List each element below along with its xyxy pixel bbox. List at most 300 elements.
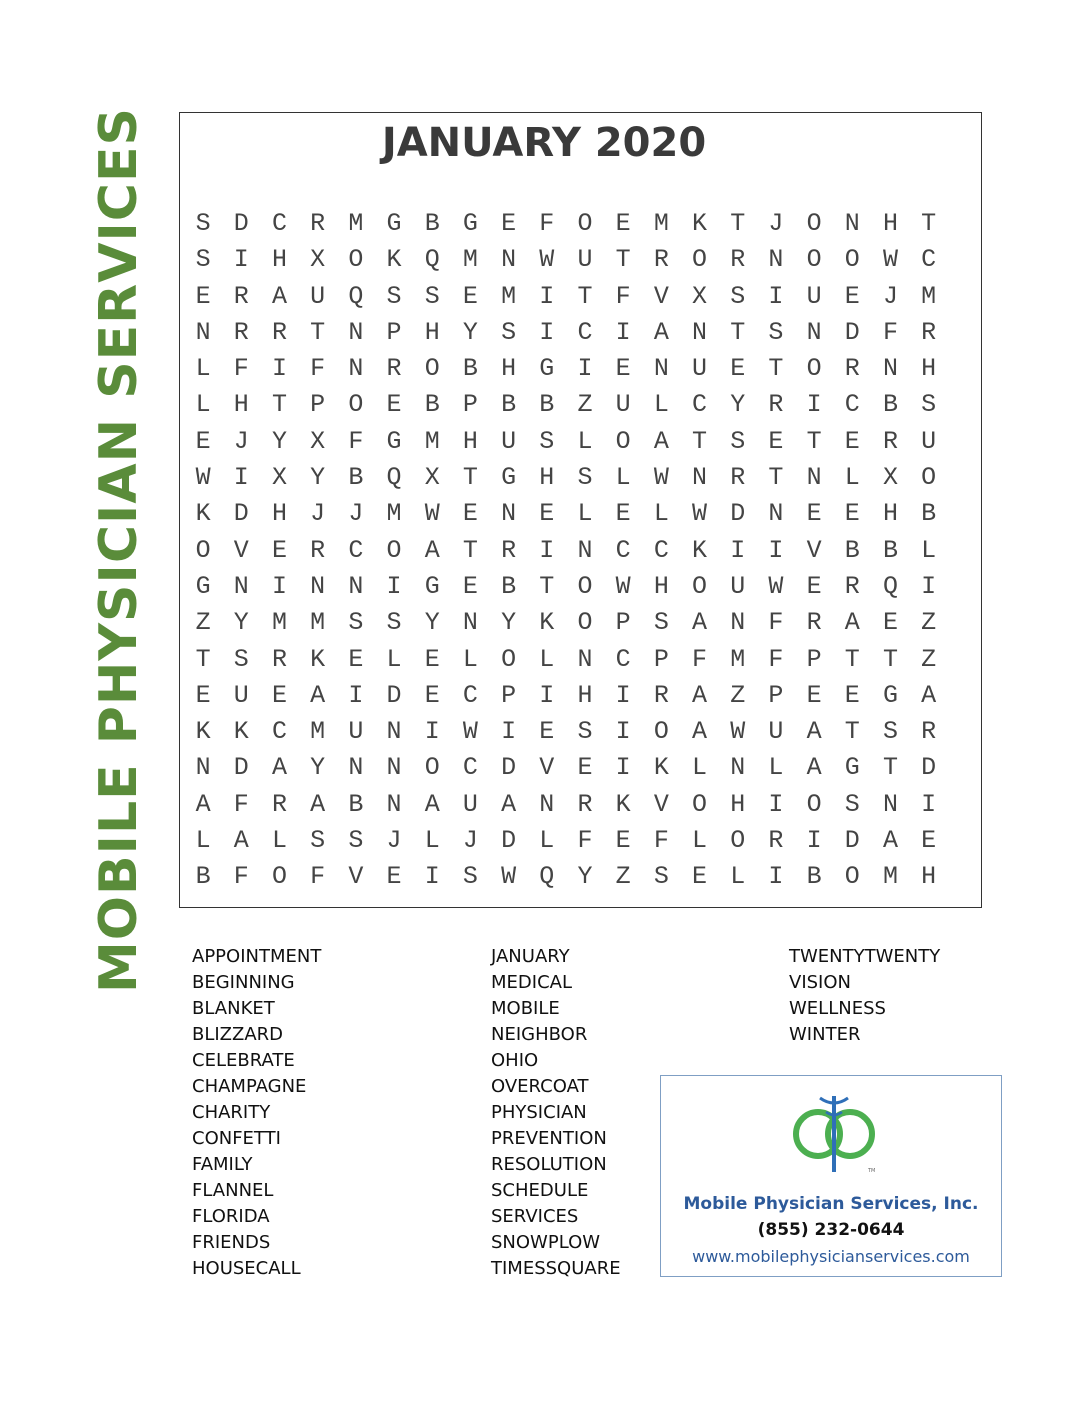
grid-letter[interactable]: R: [921, 717, 937, 747]
grid-letter[interactable]: U: [615, 390, 631, 420]
grid-letter[interactable]: N: [348, 753, 364, 783]
grid-letter[interactable]: D: [844, 826, 860, 856]
grid-letter[interactable]: T: [615, 245, 631, 275]
grid-letter[interactable]: N: [501, 245, 517, 275]
grid-letter[interactable]: Z: [615, 862, 631, 892]
grid-letter[interactable]: O: [844, 245, 860, 275]
grid-letter[interactable]: I: [539, 535, 555, 565]
grid-letter[interactable]: W: [462, 717, 478, 747]
grid-letter[interactable]: B: [348, 463, 364, 493]
grid-letter[interactable]: D: [501, 753, 517, 783]
grid-letter[interactable]: D: [233, 499, 249, 529]
grid-letter[interactable]: E: [462, 499, 478, 529]
grid-letter[interactable]: M: [386, 499, 402, 529]
grid-letter[interactable]: D: [233, 209, 249, 238]
grid-letter[interactable]: I: [806, 826, 822, 856]
grid-letter[interactable]: A: [692, 717, 708, 747]
grid-letter[interactable]: N: [539, 789, 555, 819]
grid-letter[interactable]: R: [730, 245, 746, 275]
grid-letter[interactable]: B: [462, 354, 478, 384]
grid-letter[interactable]: H: [501, 354, 517, 384]
grid-letter[interactable]: T: [692, 426, 708, 456]
grid-letter[interactable]: W: [692, 499, 708, 529]
grid-letter[interactable]: N: [730, 753, 746, 783]
grid-letter[interactable]: U: [310, 281, 326, 311]
grid-letter[interactable]: I: [539, 281, 555, 311]
grid-letter[interactable]: L: [921, 535, 937, 565]
grid-letter[interactable]: T: [806, 426, 822, 456]
grid-letter[interactable]: N: [195, 317, 211, 347]
grid-letter[interactable]: O: [271, 862, 287, 892]
grid-letter[interactable]: W: [730, 717, 746, 747]
grid-letter[interactable]: E: [692, 862, 708, 892]
grid-letter[interactable]: B: [195, 862, 211, 892]
grid-letter[interactable]: U: [577, 245, 593, 275]
grid-letter[interactable]: O: [844, 862, 860, 892]
grid-letter[interactable]: A: [233, 826, 249, 856]
grid-letter[interactable]: O: [653, 717, 669, 747]
grid-letter[interactable]: Y: [424, 608, 440, 638]
grid-letter[interactable]: O: [692, 571, 708, 601]
grid-letter[interactable]: K: [692, 535, 708, 565]
grid-letter[interactable]: I: [424, 717, 440, 747]
grid-letter[interactable]: C: [271, 717, 287, 747]
grid-letter[interactable]: A: [501, 789, 517, 819]
grid-letter[interactable]: C: [348, 535, 364, 565]
grid-letter[interactable]: W: [501, 862, 517, 892]
grid-letter[interactable]: E: [539, 717, 555, 747]
grid-letter[interactable]: T: [271, 390, 287, 420]
grid-letter[interactable]: B: [539, 390, 555, 420]
grid-letter[interactable]: X: [882, 463, 898, 493]
grid-letter[interactable]: I: [615, 717, 631, 747]
grid-letter[interactable]: F: [539, 209, 555, 238]
grid-letter[interactable]: G: [424, 571, 440, 601]
grid-letter[interactable]: N: [844, 209, 860, 238]
grid-letter[interactable]: Z: [577, 390, 593, 420]
grid-letter[interactable]: R: [271, 789, 287, 819]
grid-letter[interactable]: W: [882, 245, 898, 275]
grid-letter[interactable]: W: [195, 463, 211, 493]
grid-letter[interactable]: B: [882, 535, 898, 565]
grid-letter[interactable]: F: [577, 826, 593, 856]
grid-letter[interactable]: P: [501, 680, 517, 710]
grid-letter[interactable]: L: [462, 644, 478, 674]
grid-letter[interactable]: C: [615, 644, 631, 674]
grid-letter[interactable]: G: [195, 571, 211, 601]
grid-letter[interactable]: T: [768, 354, 784, 384]
grid-letter[interactable]: Y: [501, 608, 517, 638]
grid-letter[interactable]: G: [386, 209, 402, 238]
grid-letter[interactable]: A: [310, 680, 326, 710]
grid-letter[interactable]: S: [195, 209, 211, 238]
grid-letter[interactable]: G: [539, 354, 555, 384]
grid-letter[interactable]: B: [921, 499, 937, 529]
grid-letter[interactable]: S: [882, 717, 898, 747]
grid-letter[interactable]: W: [539, 245, 555, 275]
grid-letter[interactable]: A: [921, 680, 937, 710]
grid-letter[interactable]: G: [386, 426, 402, 456]
grid-letter[interactable]: P: [462, 390, 478, 420]
grid-letter[interactable]: K: [195, 499, 211, 529]
grid-letter[interactable]: A: [882, 826, 898, 856]
grid-letter[interactable]: Z: [195, 608, 211, 638]
grid-letter[interactable]: L: [195, 390, 211, 420]
grid-letter[interactable]: O: [195, 535, 211, 565]
grid-letter[interactable]: H: [921, 354, 937, 384]
grid-letter[interactable]: E: [844, 499, 860, 529]
grid-letter[interactable]: Z: [921, 608, 937, 638]
grid-letter[interactable]: R: [882, 426, 898, 456]
grid-letter[interactable]: I: [806, 390, 822, 420]
grid-letter[interactable]: T: [577, 281, 593, 311]
grid-letter[interactable]: L: [577, 499, 593, 529]
grid-letter[interactable]: R: [233, 281, 249, 311]
grid-letter[interactable]: C: [462, 753, 478, 783]
grid-letter[interactable]: B: [501, 390, 517, 420]
grid-letter[interactable]: W: [768, 571, 784, 601]
grid-letter[interactable]: E: [501, 209, 517, 238]
grid-letter[interactable]: L: [539, 826, 555, 856]
grid-letter[interactable]: R: [577, 789, 593, 819]
grid-letter[interactable]: I: [501, 717, 517, 747]
grid-letter[interactable]: E: [271, 680, 287, 710]
grid-letter[interactable]: W: [653, 463, 669, 493]
grid-letter[interactable]: N: [233, 571, 249, 601]
grid-letter[interactable]: I: [615, 680, 631, 710]
grid-letter[interactable]: E: [921, 826, 937, 856]
grid-letter[interactable]: E: [615, 354, 631, 384]
grid-letter[interactable]: N: [386, 789, 402, 819]
grid-letter[interactable]: S: [310, 826, 326, 856]
grid-letter[interactable]: E: [844, 680, 860, 710]
grid-letter[interactable]: V: [653, 789, 669, 819]
grid-letter[interactable]: N: [882, 354, 898, 384]
grid-letter[interactable]: Y: [462, 317, 478, 347]
grid-letter[interactable]: H: [921, 862, 937, 892]
grid-letter[interactable]: F: [233, 354, 249, 384]
grid-letter[interactable]: Z: [730, 680, 746, 710]
grid-letter[interactable]: Z: [921, 644, 937, 674]
grid-letter[interactable]: S: [844, 789, 860, 819]
grid-letter[interactable]: H: [577, 680, 593, 710]
grid-letter[interactable]: G: [501, 463, 517, 493]
grid-letter[interactable]: F: [233, 789, 249, 819]
grid-letter[interactable]: V: [233, 535, 249, 565]
grid-letter[interactable]: E: [386, 390, 402, 420]
grid-letter[interactable]: R: [233, 317, 249, 347]
grid-letter[interactable]: R: [806, 608, 822, 638]
grid-letter[interactable]: Y: [310, 463, 326, 493]
grid-letter[interactable]: N: [348, 354, 364, 384]
grid-letter[interactable]: E: [462, 281, 478, 311]
grid-letter[interactable]: X: [271, 463, 287, 493]
grid-letter[interactable]: S: [653, 862, 669, 892]
grid-letter[interactable]: I: [348, 680, 364, 710]
grid-letter[interactable]: C: [462, 680, 478, 710]
grid-letter[interactable]: C: [844, 390, 860, 420]
grid-letter[interactable]: F: [233, 862, 249, 892]
grid-letter[interactable]: C: [615, 535, 631, 565]
grid-letter[interactable]: K: [615, 789, 631, 819]
grid-letter[interactable]: H: [653, 571, 669, 601]
grid-letter[interactable]: E: [730, 354, 746, 384]
grid-letter[interactable]: D: [730, 499, 746, 529]
grid-letter[interactable]: T: [462, 535, 478, 565]
grid-letter[interactable]: K: [386, 245, 402, 275]
grid-letter[interactable]: S: [577, 717, 593, 747]
grid-letter[interactable]: L: [424, 826, 440, 856]
grid-letter[interactable]: I: [921, 789, 937, 819]
grid-letter[interactable]: G: [844, 753, 860, 783]
grid-letter[interactable]: I: [539, 317, 555, 347]
grid-letter[interactable]: S: [386, 608, 402, 638]
grid-letter[interactable]: S: [921, 390, 937, 420]
grid-letter[interactable]: N: [768, 245, 784, 275]
grid-letter[interactable]: E: [386, 862, 402, 892]
grid-letter[interactable]: T: [730, 209, 746, 238]
grid-letter[interactable]: T: [882, 753, 898, 783]
grid-letter[interactable]: Q: [539, 862, 555, 892]
grid-letter[interactable]: N: [806, 463, 822, 493]
grid-letter[interactable]: E: [615, 499, 631, 529]
grid-letter[interactable]: E: [271, 535, 287, 565]
grid-letter[interactable]: R: [921, 317, 937, 347]
grid-letter[interactable]: O: [386, 535, 402, 565]
grid-letter[interactable]: Y: [577, 862, 593, 892]
grid-letter[interactable]: O: [806, 245, 822, 275]
grid-letter[interactable]: N: [692, 463, 708, 493]
grid-letter[interactable]: T: [539, 571, 555, 601]
grid-letter[interactable]: L: [692, 753, 708, 783]
grid-letter[interactable]: R: [310, 209, 326, 238]
grid-letter[interactable]: S: [730, 281, 746, 311]
grid-letter[interactable]: T: [730, 317, 746, 347]
grid-letter[interactable]: N: [462, 608, 478, 638]
grid-letter[interactable]: S: [424, 281, 440, 311]
grid-letter[interactable]: R: [386, 354, 402, 384]
grid-letter[interactable]: R: [844, 571, 860, 601]
grid-letter[interactable]: L: [653, 499, 669, 529]
grid-letter[interactable]: E: [424, 644, 440, 674]
grid-letter[interactable]: E: [844, 281, 860, 311]
company-website-link[interactable]: www.mobilephysicianservices.com: [692, 1247, 970, 1266]
grid-letter[interactable]: M: [310, 608, 326, 638]
grid-letter[interactable]: V: [653, 281, 669, 311]
grid-letter[interactable]: M: [424, 426, 440, 456]
grid-letter[interactable]: F: [653, 826, 669, 856]
grid-letter[interactable]: N: [501, 499, 517, 529]
grid-letter[interactable]: I: [424, 862, 440, 892]
grid-letter[interactable]: P: [310, 390, 326, 420]
grid-letter[interactable]: D: [233, 753, 249, 783]
grid-letter[interactable]: M: [730, 644, 746, 674]
grid-letter[interactable]: R: [271, 644, 287, 674]
grid-letter[interactable]: J: [768, 209, 784, 238]
grid-letter[interactable]: U: [233, 680, 249, 710]
grid-letter[interactable]: O: [424, 354, 440, 384]
grid-letter[interactable]: A: [195, 789, 211, 819]
grid-letter[interactable]: S: [653, 608, 669, 638]
grid-letter[interactable]: O: [806, 354, 822, 384]
grid-letter[interactable]: O: [921, 463, 937, 493]
grid-letter[interactable]: U: [806, 281, 822, 311]
grid-letter[interactable]: E: [348, 644, 364, 674]
grid-letter[interactable]: T: [882, 644, 898, 674]
grid-letter[interactable]: Y: [310, 753, 326, 783]
grid-letter[interactable]: S: [348, 608, 364, 638]
grid-letter[interactable]: U: [692, 354, 708, 384]
grid-letter[interactable]: O: [348, 245, 364, 275]
grid-letter[interactable]: L: [653, 390, 669, 420]
grid-letter[interactable]: D: [501, 826, 517, 856]
grid-letter[interactable]: P: [386, 317, 402, 347]
grid-letter[interactable]: M: [348, 209, 364, 238]
grid-letter[interactable]: U: [501, 426, 517, 456]
grid-letter[interactable]: O: [615, 426, 631, 456]
grid-letter[interactable]: L: [271, 826, 287, 856]
grid-letter[interactable]: Q: [348, 281, 364, 311]
grid-letter[interactable]: F: [692, 644, 708, 674]
grid-letter[interactable]: S: [233, 644, 249, 674]
grid-letter[interactable]: O: [730, 826, 746, 856]
grid-letter[interactable]: L: [768, 753, 784, 783]
grid-letter[interactable]: M: [271, 608, 287, 638]
grid-letter[interactable]: K: [692, 209, 708, 238]
grid-letter[interactable]: O: [501, 644, 517, 674]
grid-letter[interactable]: I: [539, 680, 555, 710]
grid-letter[interactable]: H: [271, 499, 287, 529]
grid-letter[interactable]: A: [310, 789, 326, 819]
grid-letter[interactable]: S: [501, 317, 517, 347]
grid-letter[interactable]: K: [310, 644, 326, 674]
grid-letter[interactable]: T: [310, 317, 326, 347]
grid-letter[interactable]: E: [882, 608, 898, 638]
grid-letter[interactable]: R: [768, 826, 784, 856]
grid-letter[interactable]: I: [768, 281, 784, 311]
grid-letter[interactable]: J: [462, 826, 478, 856]
grid-letter[interactable]: M: [921, 281, 937, 311]
grid-letter[interactable]: R: [730, 463, 746, 493]
grid-letter[interactable]: I: [768, 789, 784, 819]
grid-letter[interactable]: H: [882, 209, 898, 238]
grid-letter[interactable]: A: [692, 680, 708, 710]
grid-letter[interactable]: P: [768, 680, 784, 710]
grid-letter[interactable]: V: [539, 753, 555, 783]
grid-letter[interactable]: U: [348, 717, 364, 747]
grid-letter[interactable]: C: [692, 390, 708, 420]
grid-letter[interactable]: V: [348, 862, 364, 892]
grid-letter[interactable]: F: [768, 644, 784, 674]
grid-letter[interactable]: I: [768, 862, 784, 892]
grid-letter[interactable]: L: [386, 644, 402, 674]
grid-letter[interactable]: L: [195, 826, 211, 856]
grid-letter[interactable]: I: [271, 354, 287, 384]
grid-letter[interactable]: M: [501, 281, 517, 311]
grid-letter[interactable]: F: [882, 317, 898, 347]
grid-letter[interactable]: A: [653, 426, 669, 456]
grid-letter[interactable]: U: [768, 717, 784, 747]
grid-letter[interactable]: A: [844, 608, 860, 638]
grid-letter[interactable]: F: [615, 281, 631, 311]
grid-letter[interactable]: I: [233, 245, 249, 275]
grid-letter[interactable]: E: [195, 426, 211, 456]
grid-letter[interactable]: J: [882, 281, 898, 311]
grid-letter[interactable]: K: [539, 608, 555, 638]
grid-letter[interactable]: J: [386, 826, 402, 856]
grid-letter[interactable]: U: [462, 789, 478, 819]
grid-letter[interactable]: V: [806, 535, 822, 565]
grid-letter[interactable]: D: [386, 680, 402, 710]
grid-letter[interactable]: B: [806, 862, 822, 892]
grid-letter[interactable]: H: [730, 789, 746, 819]
grid-letter[interactable]: I: [768, 535, 784, 565]
grid-letter[interactable]: E: [577, 753, 593, 783]
grid-letter[interactable]: L: [844, 463, 860, 493]
grid-letter[interactable]: A: [806, 753, 822, 783]
grid-letter[interactable]: N: [577, 644, 593, 674]
grid-letter[interactable]: F: [310, 862, 326, 892]
grid-letter[interactable]: E: [806, 571, 822, 601]
grid-letter[interactable]: E: [615, 826, 631, 856]
grid-letter[interactable]: Y: [271, 426, 287, 456]
grid-letter[interactable]: D: [921, 753, 937, 783]
grid-letter[interactable]: O: [692, 245, 708, 275]
grid-letter[interactable]: L: [195, 354, 211, 384]
grid-letter[interactable]: G: [882, 680, 898, 710]
grid-letter[interactable]: H: [462, 426, 478, 456]
grid-letter[interactable]: M: [310, 717, 326, 747]
grid-letter[interactable]: S: [577, 463, 593, 493]
grid-letter[interactable]: X: [692, 281, 708, 311]
grid-letter[interactable]: X: [310, 426, 326, 456]
grid-letter[interactable]: E: [844, 426, 860, 456]
grid-letter[interactable]: D: [844, 317, 860, 347]
grid-letter[interactable]: N: [692, 317, 708, 347]
grid-letter[interactable]: L: [615, 463, 631, 493]
grid-letter[interactable]: I: [730, 535, 746, 565]
grid-letter[interactable]: L: [577, 426, 593, 456]
grid-letter[interactable]: M: [653, 209, 669, 238]
grid-letter[interactable]: I: [615, 317, 631, 347]
grid-letter[interactable]: R: [844, 354, 860, 384]
grid-letter[interactable]: B: [501, 571, 517, 601]
grid-letter[interactable]: T: [768, 463, 784, 493]
grid-letter[interactable]: O: [692, 789, 708, 819]
grid-letter[interactable]: S: [539, 426, 555, 456]
grid-letter[interactable]: B: [844, 535, 860, 565]
grid-letter[interactable]: E: [462, 571, 478, 601]
grid-letter[interactable]: O: [424, 753, 440, 783]
grid-letter[interactable]: C: [921, 245, 937, 275]
grid-letter[interactable]: P: [806, 644, 822, 674]
grid-letter[interactable]: T: [844, 717, 860, 747]
grid-letter[interactable]: S: [386, 281, 402, 311]
grid-letter[interactable]: O: [806, 789, 822, 819]
grid-letter[interactable]: J: [348, 499, 364, 529]
grid-letter[interactable]: F: [310, 354, 326, 384]
grid-letter[interactable]: E: [539, 499, 555, 529]
grid-letter[interactable]: B: [882, 390, 898, 420]
grid-letter[interactable]: I: [386, 571, 402, 601]
grid-letter[interactable]: R: [768, 390, 784, 420]
grid-letter[interactable]: S: [195, 245, 211, 275]
grid-letter[interactable]: R: [310, 535, 326, 565]
grid-letter[interactable]: R: [501, 535, 517, 565]
grid-letter[interactable]: T: [462, 463, 478, 493]
grid-letter[interactable]: Q: [386, 463, 402, 493]
grid-letter[interactable]: F: [348, 426, 364, 456]
